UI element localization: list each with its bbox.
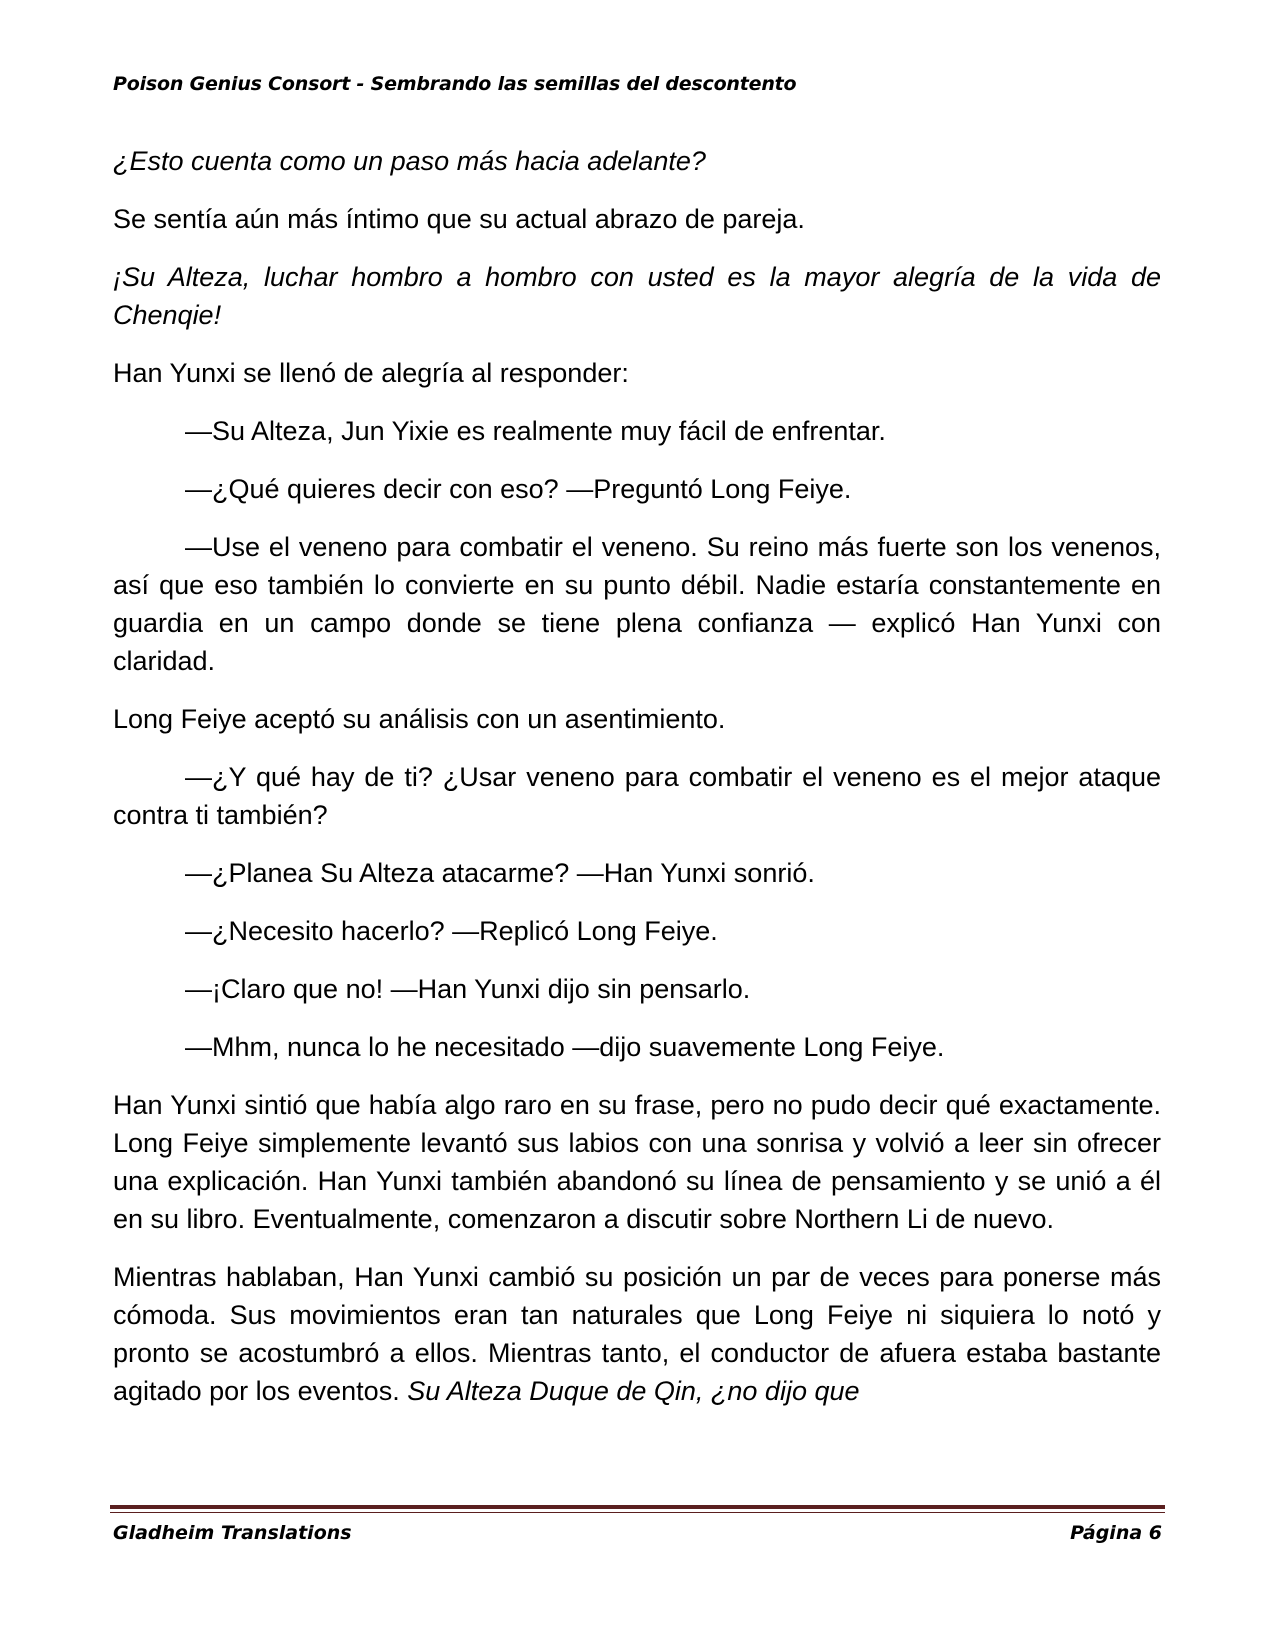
paragraph: Long Feiye aceptó su análisis con un asentimiento. (113, 704, 726, 734)
paragraph: ¡Su Alteza, luchar hombro a hombro con usted es la mayor alegría de la vida de Chenqie! (113, 262, 1161, 330)
paragraph: —Su Alteza, Jun Yixie es realmente muy fácil de enfrentar. (185, 416, 886, 446)
footer-rule (110, 1505, 1165, 1509)
paragraph: —¡Claro que no! —Han Yunxi dijo sin pensarlo. (185, 974, 751, 1004)
footer-page-number: Página 6 (1070, 1522, 1162, 1544)
footer-rule-thin (110, 1512, 1165, 1513)
paragraph: Han Yunxi sintió que había algo raro en su frase, pero no pudo decir qué exactamente. Long Feiye simplemente levantó sus labios con una sonrisa y volvió a leer sin ofrecer una explicación. Han Yunxi también abandonó su línea de pensamiento y se unió a él en su libro. Eventualmente, comenzaron a discutir sobre Northern Li de nuevo. (113, 1090, 1161, 1234)
paragraph: —¿Necesito hacerlo? —Replicó Long Feiye. (185, 916, 718, 946)
paragraph-italic-tail: Su Alteza Duque de Qin, ¿no dijo que (407, 1376, 860, 1406)
paragraph: —¿Y qué hay de ti? ¿Usar veneno para combatir el veneno es el mejor ataque contra ti también? (113, 762, 1161, 830)
paragraph: —Mhm, nunca lo he necesitado —dijo suavemente Long Feiye. (185, 1032, 945, 1062)
page-header: Poison Genius Consort - Sembrando las semillas del descontento (113, 73, 797, 95)
footer-publisher: Gladheim Translations (113, 1522, 352, 1544)
paragraph (113, 1258, 1161, 1410)
paragraph: Han Yunxi se llenó de alegría al responder: (113, 358, 629, 388)
paragraph: —¿Planea Su Alteza atacarme? —Han Yunxi sonrió. (185, 858, 815, 888)
paragraph: —Use el veneno para combatir el veneno. Su reino más fuerte son los venenos, así que eso también lo convierte en su punto débil. Nadie estaría constantemente en guardia en un campo donde se tiene plena confianza — explicó Han Yunxi con claridad. (113, 532, 1161, 676)
paragraph: —¿Qué quieres decir con eso? —Preguntó Long Feiye. (185, 474, 852, 504)
paragraph: ¿Esto cuenta como un paso más hacia adelante? (113, 146, 706, 176)
paragraph: Se sentía aún más íntimo que su actual abrazo de pareja. (113, 204, 805, 234)
body-text (113, 142, 1161, 1430)
paragraph-text: Mientras hablaban, Han Yunxi cambió su posición un par de veces para ponerse más cómoda. Sus movimientos eran tan naturales que Long Feiye ni siquiera lo notó y pronto se acostumbró a ellos. Mientras tanto, el conductor de afuera estaba bastante agitado por los eventos. (113, 1262, 1161, 1406)
